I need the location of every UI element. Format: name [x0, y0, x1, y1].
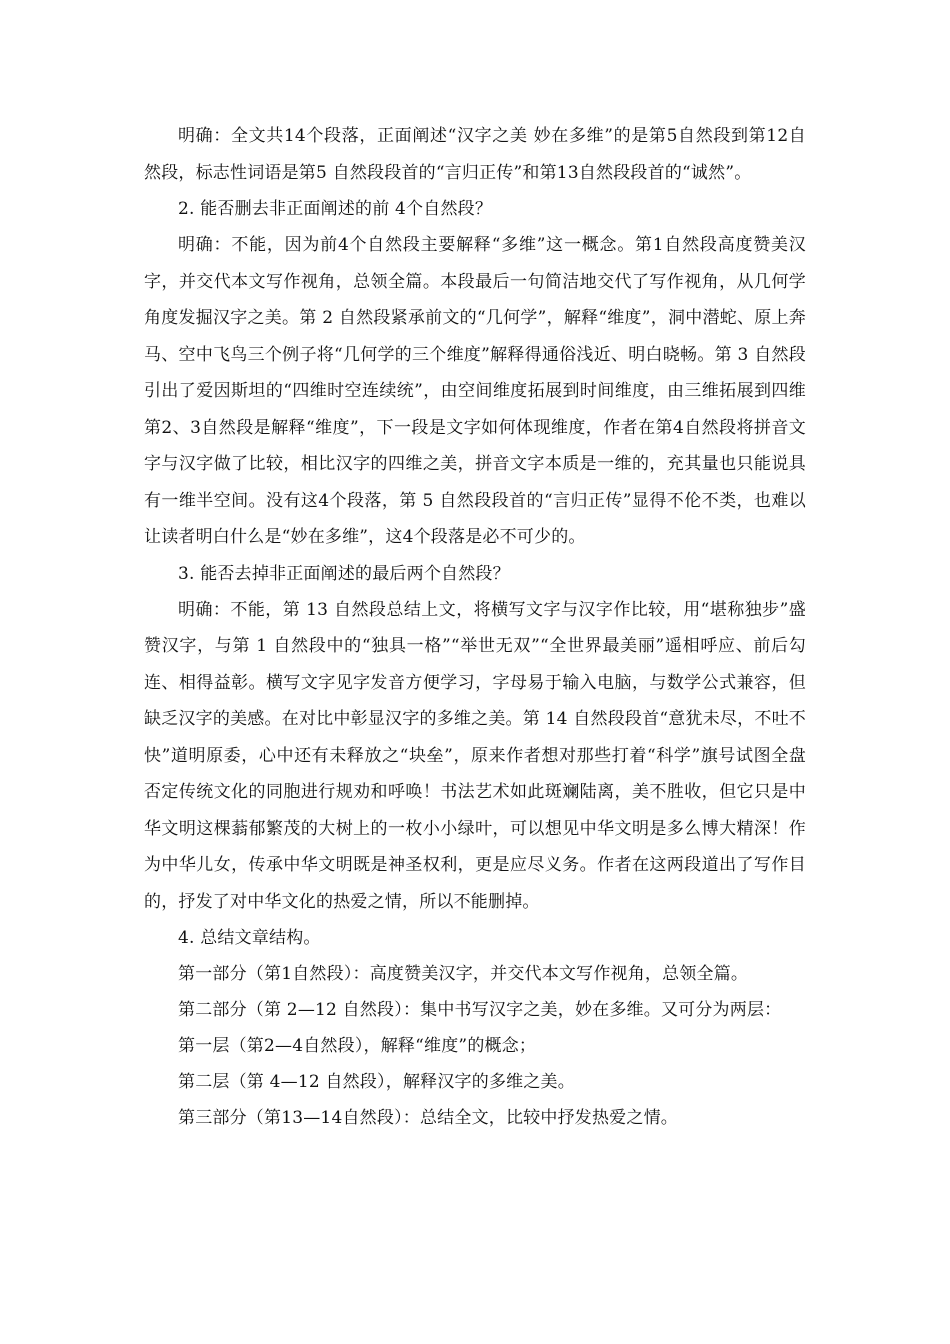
- answer-paragraph-3: 明确：不能，第 13 自然段总结上文，将横写文字与汉字作比较，用“堪称独步”盛赞汉字，与第 1 自然段中的“独具一格”“举世无双”“全世界最美丽”遥相呼应、前后勾连、相得益彰。横写文字见字发音方便学习，字母易于输入电脑，与数学公式兼容，但缺乏汉字的美感。在对比中彰显汉字的多维之美。第 14 自然段段首“意犹未尽，不吐不快”道明原委，心中还有未释放之“块垒”，原来作者想对那些打着“科学”旗号试图全盘否定传统文化的同胞进行规劝和呼唤！书法艺术如此斑斓陆离，美不胜收，但它只是中华文明这棵蓊郁繁茂的大树上的一枚小小绿叶，可以想见中华文明是多么博大精深！作为中华儿女，传承中华文明既是神圣权利，更是应尽义务。作者在这两段道出了写作目的，抒发了对中华文化的热爱之情，所以不能删掉。: [144, 599, 806, 912]
- document-page: [144, 118, 806, 1136]
- answer-paragraph-2: 明确：不能，因为前4个自然段主要解释“多维”这一概念。第1自然段高度赞美汉字，并交代本文写作视角，总领全篇。本段最后一句简洁地交代了写作视角，从几何学角度发掘汉字之美。第 2 自然段紧承前文的“几何学”，解释“维度”，洞中潜蛇、原上奔马、空中飞鸟三个例子将“几何学的三个维度”解释得通俗浅近、明白晓畅。第 3 自然段引出了爱因斯坦的“四维时空连续统”，由空间维度拓展到时间维度，由三维拓展到四维第2、3自然段是解释“维度”，下一段是文字如何体现维度，作者在第4自然段将拼音文字与汉字做了比较，相比汉字的四维之美，拼音文字本质是一维的，充其量也只能说具有一维半空间。没有这4个段落，第 5 自然段段首的“言归正传”显得不伦不类，也难以让读者明白什么是“妙在多维”，这4个段落是必不可少的。: [144, 235, 806, 547]
- structure-part-3: 第三部分（第13—14自然段）：总结全文，比较中抒发热爱之情。: [178, 1108, 678, 1128]
- question-4: 4. 总结文章结构。: [178, 928, 321, 948]
- question-3: 3. 能否去掉非正面阐述的最后两个自然段？: [178, 563, 510, 584]
- structure-part-2: 第二部分（第 2—12 自然段）：集中书写汉字之美，妙在多维。又可分为两层：: [178, 1000, 782, 1020]
- answer-paragraph-1: 明确：全文共14个段落，正面阐述“汉字之美 妙在多维”的是第5自然段到第12自然段，标志性词语是第5 自然段段首的“言归正传”和第13自然段段首的“诚然”。: [144, 126, 806, 183]
- structure-layer-2: 第二层（第 4—12 自然段），解释汉字的多维之美。: [178, 1072, 575, 1092]
- question-2: 2. 能否删去非正面阐述的前 4个自然段？: [178, 199, 493, 219]
- structure-part-1: 第一部分（第1自然段）：高度赞美汉字，并交代本文写作视角，总领全篇。: [178, 964, 749, 984]
- structure-layer-1: 第一层（第2—4自然段），解释“维度”的概念；: [178, 1036, 537, 1056]
